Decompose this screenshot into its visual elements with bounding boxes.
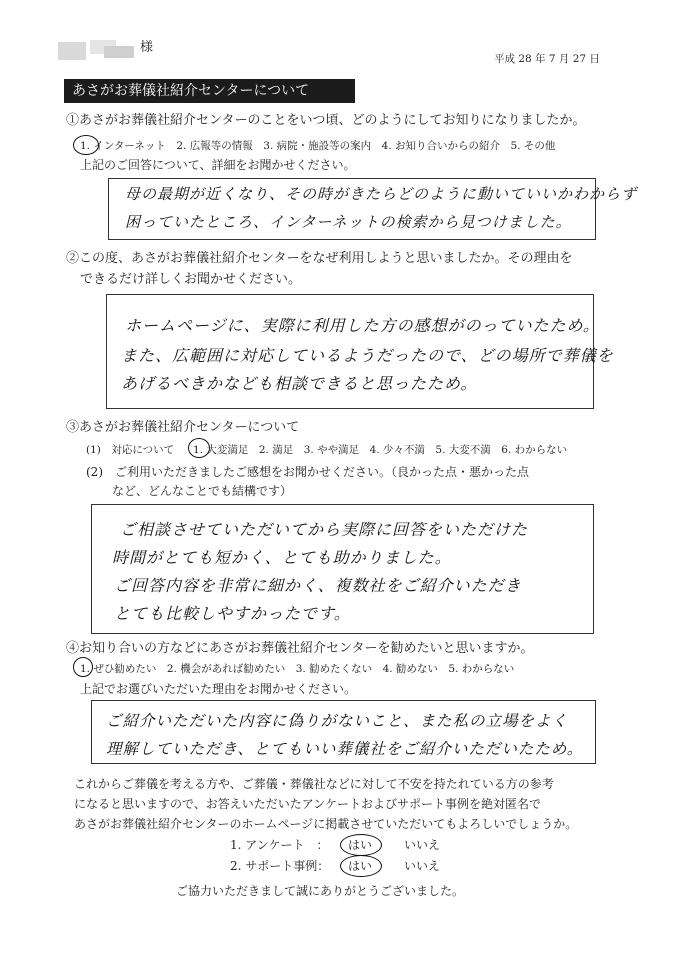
closing-line1: これからご葬儀を考える方や、ご葬儀・葬儀社などに対して不安を持たれている方の参考 (74, 777, 554, 791)
honorific: 様 (140, 40, 154, 55)
q3-question: ③あさがお葬儀社紹介センターについて (66, 420, 300, 435)
q2-answer-line: また、広範囲に対応しているようだったので、どの場所で葬儀を (121, 346, 614, 365)
q3-sub1-label: (1) 対応について (86, 444, 175, 456)
q3-sub1-options: 1. 大変満足 2. 満足 3. やや満足 4. 少々不満 5. 大変不満 6. わからない (193, 444, 568, 456)
q4-answer-box (91, 700, 596, 764)
q1-answer-line: 困っていたところ、インターネットの検索から見つけました。 (125, 213, 572, 231)
q1-answer-box (108, 178, 638, 240)
redacted-name-block-3 (104, 46, 134, 58)
consent-no-case: いいえ (404, 859, 441, 873)
closing-line2: になると思いますので、お答えいただいたアンケートおよびサポート事例を絶対匿名で (74, 797, 542, 811)
q3-selected-circle (188, 438, 210, 458)
q3-answer-line: 時間がとても短かく、とても助かりました。 (112, 548, 452, 567)
q2-question-line1: ②この度、あさがお葬儀社紹介センターをなぜ利用しようと思いましたか。その理由を (66, 251, 573, 266)
q4-selected-circle (73, 657, 93, 677)
q4-answer-line: ご紹介いただいた内容に偽りがないこと、また私の立場をよく (106, 712, 569, 730)
q1-selected-circle (73, 135, 99, 155)
q3-sub2-line1: (2) ご利用いただきましたご感想をお聞かせください。（良かった点・悪かった点 (86, 465, 530, 479)
q3-answer-line: とても比較しやすかったです。 (114, 604, 351, 623)
q2-answer-box (106, 294, 614, 409)
consent-yes-circle-survey (340, 834, 382, 856)
q1-options: 1. インターネット 2. 広報等の情報 3. 病院・施設等の案内 4. お知り合いからの紹介 5. その他 (80, 140, 556, 152)
q3-answer-line: ご回答内容を非常に細かく、複数社をご紹介いただき (114, 576, 522, 595)
q2-question-line2: できるだけ詳しくお聞かせください。 (80, 272, 302, 287)
q4-options: 1. ぜひ勧めたい 2. 機会があれば勧めたい 3. 勧めたくない 4. 勧めない 5. わからない (80, 663, 515, 675)
q1-question: ①あさがお葬儀社紹介センターのことをいつ頃、どのようにしてお知りになりましたか。 (66, 113, 586, 128)
thanks: ご協力いただきまして誠にありがとうございました。 (176, 884, 465, 898)
consent-label-case: 2. サポート事例： (230, 859, 330, 873)
consent-yes-circle-case (340, 855, 382, 877)
redacted-name-block-1 (58, 42, 86, 60)
q3-answer-box (91, 504, 594, 634)
q3-answer-line: ご相談させていただいてから実際に回答をいただけた (120, 520, 529, 539)
q4-detail-prompt: 上記でお選びいただいた理由をお聞かせください。 (80, 682, 357, 696)
consent-yes-survey: はい (348, 838, 373, 852)
section-title: あさがお葬儀社紹介センターについて (64, 79, 355, 103)
q1-detail-prompt: 上記のご回答について、詳細をお聞かせください。 (80, 158, 356, 172)
date: 平成 28 年 7 月 27 日 (494, 53, 600, 65)
q3-sub2-line2: など、どんなことでも結構です） (112, 484, 293, 498)
q4-question: ④お知り合いの方などにあさがお葬儀社紹介センターを勧めたいと思いますか。 (66, 641, 534, 656)
closing-line3: あさがお葬儀社紹介センターのホームページに掲載させていただいてもよろしいでしょうか。 (74, 817, 578, 831)
q1-answer-line: 母の最期が近くなり、その時がきたらどのように動いていいかわからず (125, 185, 638, 203)
q4-answer-line: 理解していただき、とてもいい葬儀社をご紹介いただいたため。 (106, 740, 584, 758)
consent-yes-case: はい (348, 859, 373, 873)
q2-answer-line: ホームページに、実際に利用した方の感想がのっていたため。 (125, 316, 600, 335)
consent-no-survey: いいえ (404, 838, 441, 852)
q2-answer-line: あげるべきかなども相談できると思ったため。 (121, 374, 478, 393)
consent-label-survey: 1. アンケート ： (230, 838, 329, 852)
